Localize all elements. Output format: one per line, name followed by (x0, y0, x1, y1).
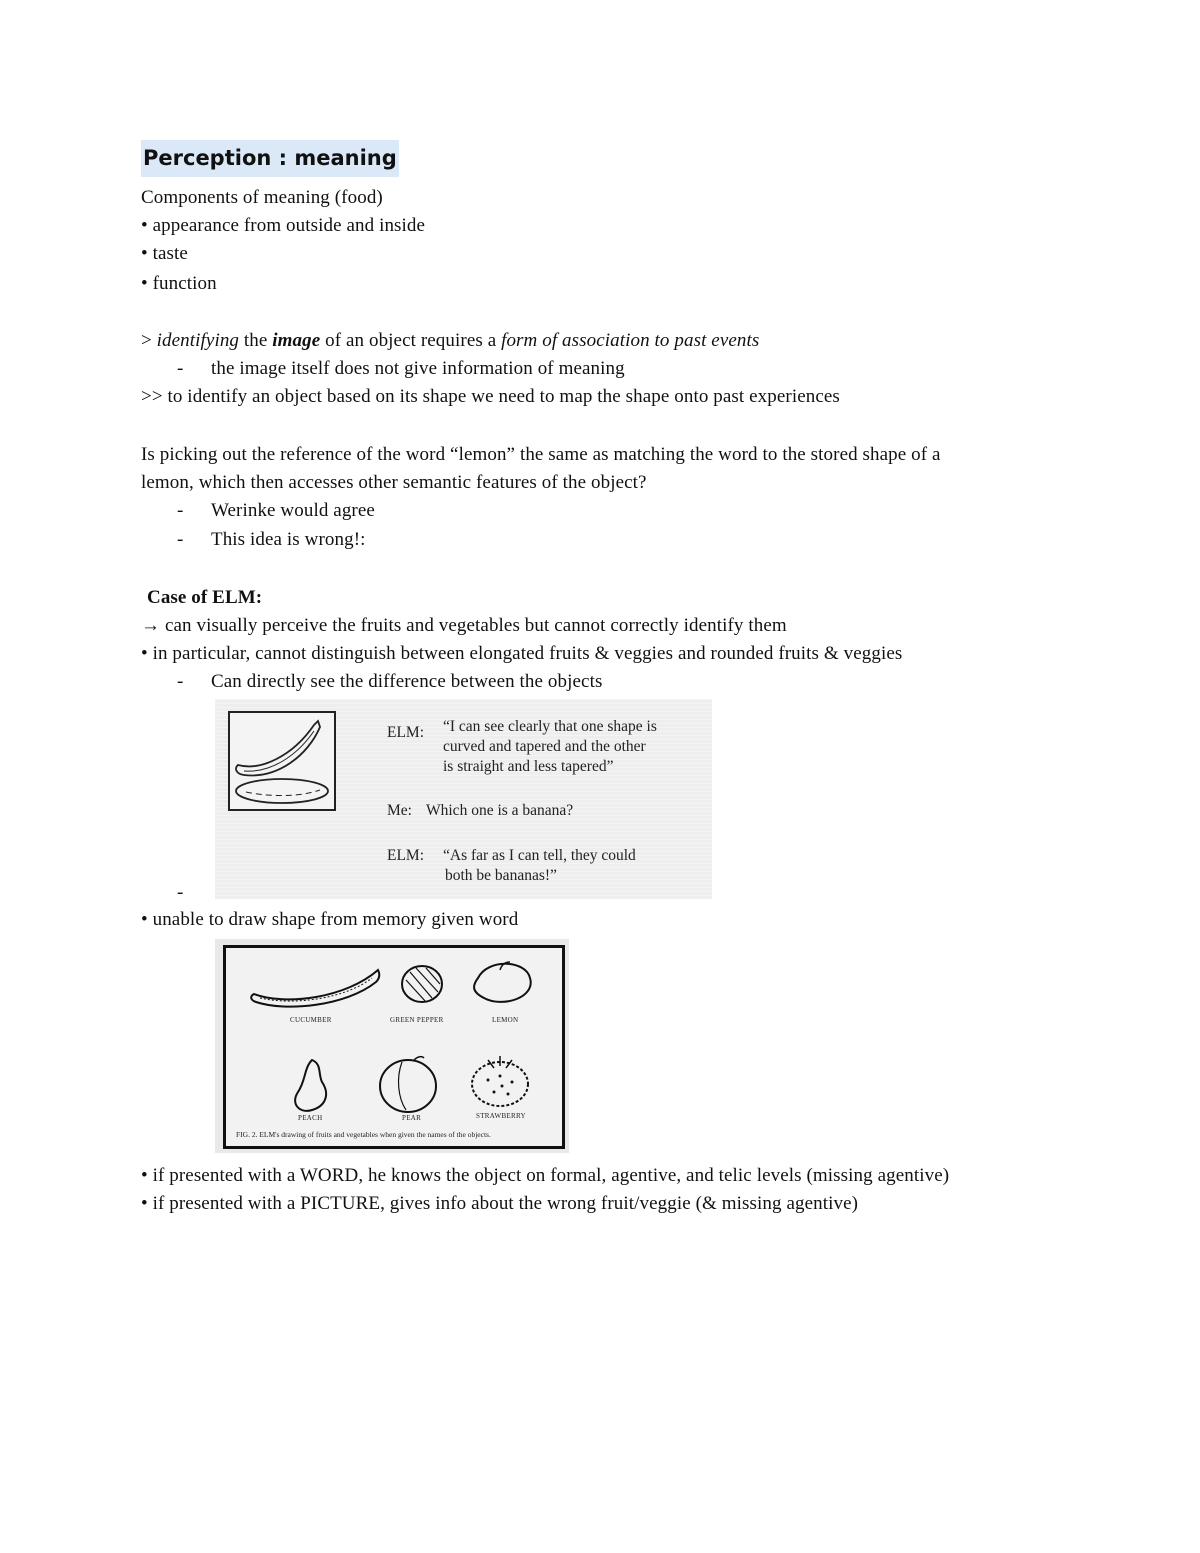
identify-phrase-association: form of association to past events (501, 330, 760, 351)
identify-text-requires: of an object requires a (320, 330, 502, 351)
answer-wrong: This idea is wrong!: (211, 529, 366, 550)
label-strawberry: STRAWBERRY (476, 1112, 526, 1120)
elm-label-2: ELM: (387, 847, 425, 864)
components-title: Components of meaning (food) (141, 187, 383, 208)
elm-quote-1b: curved and tapered and the other (443, 738, 646, 755)
dash-marker: - (177, 358, 184, 379)
identify-word-identifying: identifying (156, 330, 240, 351)
me-question: Which one is a banana? (426, 802, 574, 819)
elm-unable-line: • unable to draw shape from memory given word (141, 909, 519, 930)
identify-text-the: the (239, 330, 273, 351)
figure-elm-dialogue (215, 699, 712, 899)
identify-statement (141, 328, 759, 354)
banana-cucumber-icon (230, 713, 334, 809)
answer-werinke: Werinke would agree (211, 500, 375, 521)
case-elm-title: Case of ELM: (147, 587, 263, 608)
identify-sub-text: the image itself does not give information of meaning (211, 358, 625, 379)
dash-marker: - (177, 529, 184, 550)
elm-quote-1a: “I can see clearly that one shape is (443, 718, 657, 735)
dash-marker: - (177, 882, 184, 903)
drawings-frame (223, 945, 565, 1149)
elm-particular-line: • in particular, cannot distinguish between elongated fruits & veggies and rounded fruits & veggies (141, 643, 903, 664)
dash-marker: - (177, 500, 184, 521)
figure-caption: FIG. 2. ELM's drawing of fruits and vegetables when given the names of the objects. (236, 1130, 491, 1139)
bullet-taste: • taste (141, 243, 188, 264)
bullet-function: • function (141, 273, 217, 294)
elm-arrow-line: → can visually perceive the fruits and vegetables but cannot correctly identify them (141, 615, 787, 636)
elm-quote-2b: both be bananas!” (445, 867, 557, 884)
identify-prefix: > (141, 330, 157, 351)
figure-elm-drawings (215, 939, 569, 1153)
identify-conclusion: >> to identify an object based on its shape we need to map the shape onto past experiences (141, 386, 840, 407)
elm-quote-1c: is straight and less tapered” (443, 758, 614, 775)
elm-word-line: • if presented with a WORD, he knows the object on formal, agentive, and telic levels (missing agentive) (141, 1165, 950, 1186)
banana-cucumber-drawing (228, 711, 336, 811)
label-lemon: LEMON (492, 1016, 519, 1024)
label-green-pepper: GREEN PEPPER (390, 1016, 444, 1024)
dash-marker: - (177, 671, 184, 692)
elm-label-1: ELM: (387, 724, 425, 741)
label-pear: PEAR (402, 1114, 422, 1122)
elm-quote-2a: “As far as I can tell, they could (443, 847, 636, 864)
question-line-2: lemon, which then accesses other semantic features of the object? (141, 472, 647, 493)
label-cucumber: CUCUMBER (290, 1016, 332, 1024)
elm-picture-line: • if presented with a PICTURE, gives info about the wrong fruit/veggie (& missing agentive) (141, 1193, 859, 1214)
identify-word-image: image (272, 330, 321, 351)
label-peach: PEACH (298, 1114, 323, 1122)
question-line-1: Is picking out the reference of the word “lemon” the same as matching the word to the stored shape of a (141, 444, 941, 465)
elm-difference-line: Can directly see the difference between the objects (211, 671, 603, 692)
bullet-appearance: • appearance from outside and inside (141, 215, 426, 236)
section-heading: Perception : meaning (141, 140, 399, 177)
me-label: Me: (387, 802, 412, 819)
